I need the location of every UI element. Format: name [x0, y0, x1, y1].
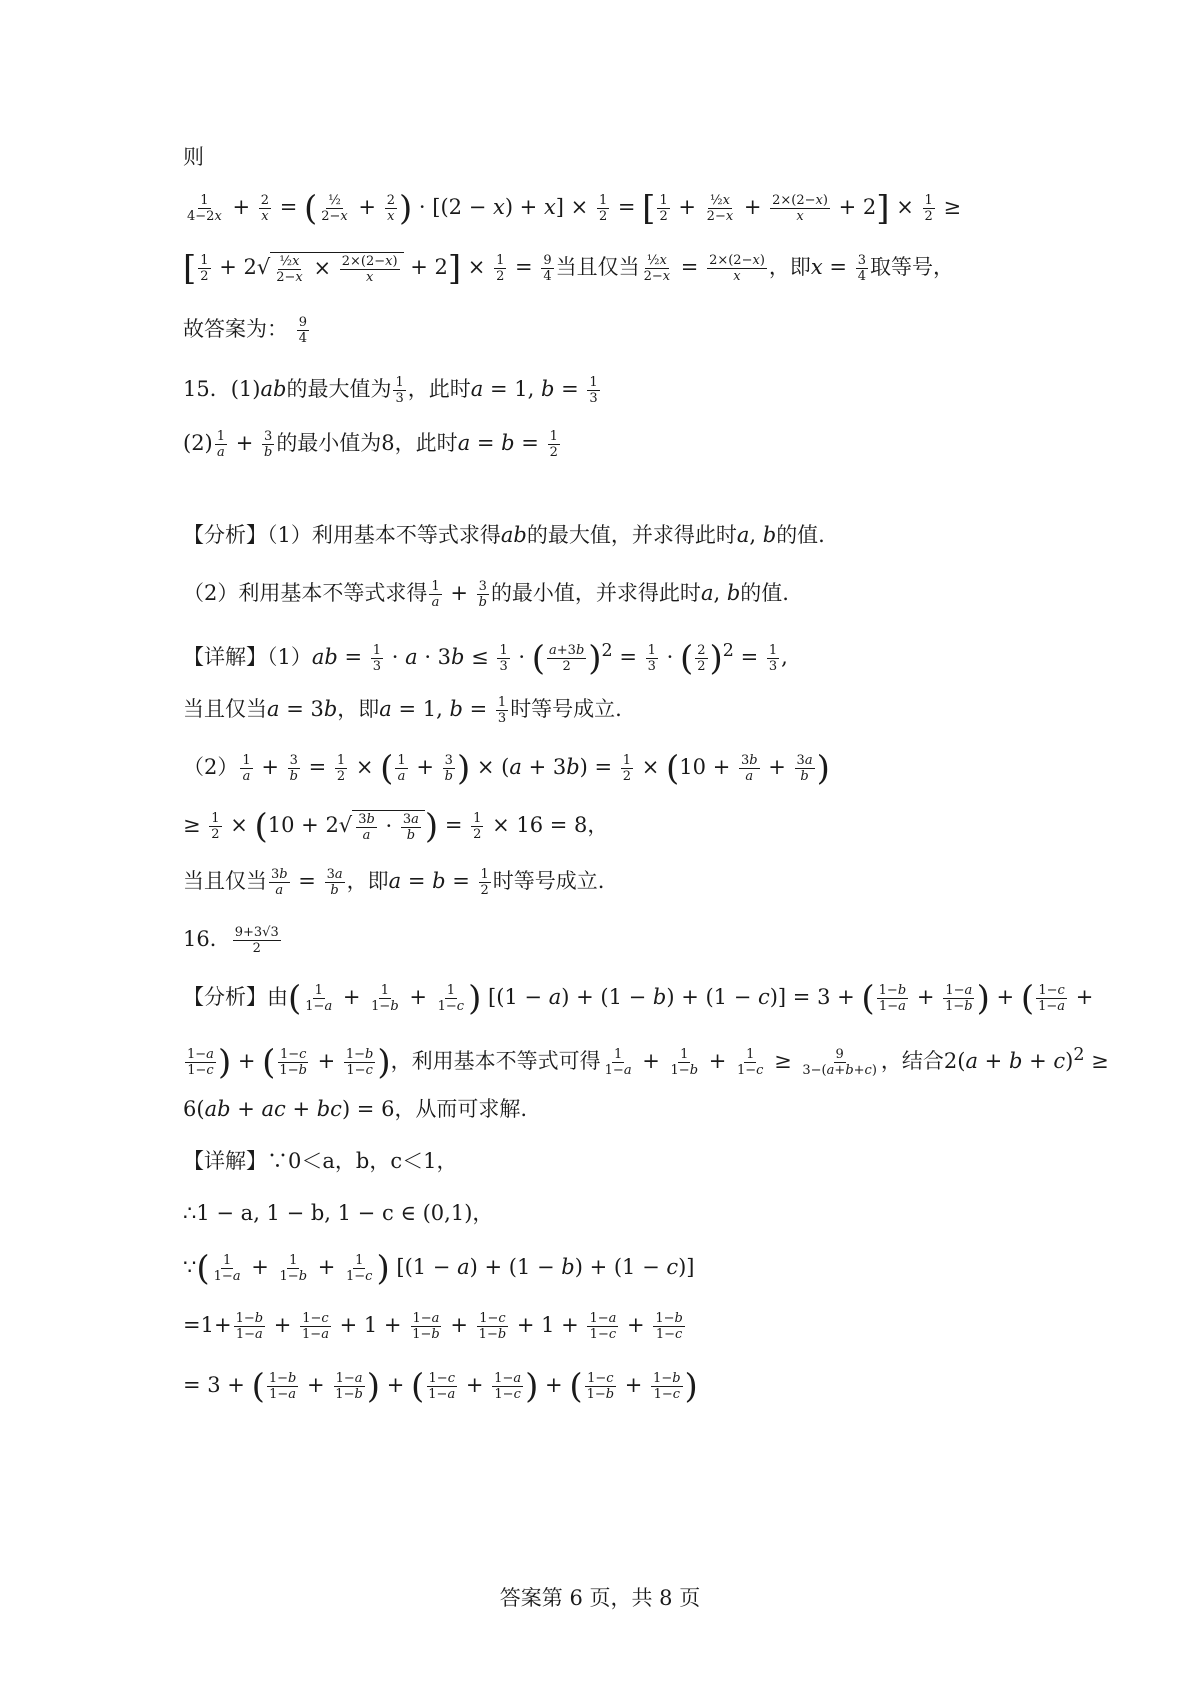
q15-analysis-2: （2）利用基本不等式求得 $\frac{1}{a}$ + $\frac{3}{b}$ 的最小值，并求得此时a, b的值.: [183, 579, 789, 610]
q15-equality-2: 当且仅当 $\frac{3b}{a}$ = $\frac{3a}{b}$ ，即a = b = $\frac{1}{2}$ 时等号成立.: [183, 867, 605, 898]
q16-detail-4: =1+ $\frac{1-b}{1-a}$ + $\frac{1-c}{1-a}$ + 1 + $\frac{1-a}{1-b}$ + $\frac{1-c}{1-b}$ + 1 + $\frac{1-a}{1-c}$ + $\frac{1-b}{1-c}$: [183, 1311, 683, 1342]
text-fragment: 的值.: [740, 581, 789, 605]
q15-analysis-1: 【分析】（1）利用基本不等式求得ab的最大值，并求得此时a, b的值.: [183, 523, 825, 547]
text-fragment: 时等号成立.: [510, 697, 622, 721]
text-fragment: （2）利用基本不等式求得: [183, 581, 428, 605]
text-fragment: 的最大值为: [286, 377, 392, 401]
text-fragment: 取等号，: [869, 255, 954, 279]
answer-label: 故答案为：: [183, 317, 288, 341]
text-fragment: ，即: [768, 255, 811, 279]
text-fragment: 【详解】（1）: [183, 645, 312, 669]
lead-word: 则: [183, 145, 204, 169]
text-fragment: （2）: [183, 755, 239, 779]
q16-answer: 16． $\frac{9+3√3}{2}$: [183, 925, 279, 956]
equation-line: $\frac{1}{4-2x}$ + $\frac{2}{x}$ = ( $\frac{\text{½}}{2-x}$ + $\frac{2}{x}$ ) · [(2 − x) + x] × $\frac{1}{2}$ = [ $\frac{1}{2}$ + $\frac{\text{½x}}{2-x}$ + $\frac{2\times(2-x)}{x}$ + 2] × $\frac{1}{2}$ ≥: [187, 188, 962, 229]
q15-equality-1: 当且仅当a = 3b，即a = 1, b = $\frac{1}{3}$ 时等号成立.: [183, 695, 622, 726]
text-fragment: 的最小值，并求得此时: [490, 581, 701, 605]
text-fragment: 的值.: [776, 523, 825, 547]
question-number: 16．: [183, 927, 231, 951]
text-fragment: 时等号成立.: [492, 869, 605, 893]
question-number: 15．: [183, 377, 231, 401]
text-fragment: 【分析】由: [183, 985, 288, 1009]
text-fragment: 【分析】（1）利用基本不等式求得: [183, 523, 501, 547]
text-fragment: 的最大值，并求得此时: [526, 523, 737, 547]
text-line: [183, 142, 1063, 172]
text-fragment: ，此时: [407, 377, 471, 401]
q16-analysis-3: 6(ab + ac + bc) = 6，从而可求解.: [183, 1097, 528, 1121]
text-fragment: 当且仅当: [183, 697, 267, 721]
text-fragment: (2): [183, 431, 213, 455]
q16-detail-2: [183, 1198, 1063, 1228]
text-fragment: 的最小值为8，此时: [276, 431, 458, 455]
text-fragment: ，利用基本不等式可得: [390, 1049, 601, 1073]
q15-answer-1: 15．(1)ab的最大值为 $\frac{1}{3}$ ，此时a = 1, b = $\frac{1}{3}$: [183, 375, 598, 406]
q15-detail-2b: ≥ $\frac{1}{2}$ × (10 + 2√ $\frac{3b}{a}$ · $\frac{3a}{b}$ ) = $\frac{1}{2}$ × 16 = 8，: [183, 806, 609, 847]
text-fragment: (1): [230, 377, 261, 401]
page-footer: 答案第 6 页，共 8 页: [499, 1586, 701, 1610]
q16-detail-3: ∵( $\frac{1}{1-a}$ + $\frac{1}{1-b}$ + $\frac{1}{1-c}$ ) [(1 − a) + (1 − b) + (1 − c)]: [183, 1248, 695, 1289]
text-fragment: 当且仅当: [555, 255, 640, 279]
q16-detail-1: [183, 1146, 1063, 1176]
text-fragment: ，即: [346, 869, 389, 893]
q16-analysis-1: 【分析】由( $\frac{1}{1-a}$ + $\frac{1}{1-b}$ + $\frac{1}{1-c}$ ) [(1 − a) + (1 − b) + (1 − c)] = 3 + ( $\frac{1-b}{1-a}$ + $\frac{1-a}{1-b}$ ) + ( $\frac{1-c}{1-a}$ +: [183, 978, 1094, 1019]
text-fragment: 【详解】: [183, 1149, 267, 1173]
text-fragment: ，从而可求解.: [394, 1097, 528, 1121]
text-fragment: 当且仅当: [183, 869, 267, 893]
text-fragment: ∵0＜a，b，c＜1，: [267, 1149, 458, 1173]
text-fragment: ，即: [337, 697, 380, 721]
q16-analysis-2: $\frac{1-a}{1-c}$ ) + ( $\frac{1-c}{1-b}$ + $\frac{1-b}{1-c}$ )，利用基本不等式可得 $\frac{1}{1-a}$ + $\frac{1}{1-b}$ + $\frac{1}{1-c}$ ≥ $\frac{9}{3-(a+b+c)}$ ，结合$2(a + b + c)^2$ ≥: [187, 1042, 1109, 1083]
answer-line: 故答案为： $\frac{9}{4}$: [183, 315, 307, 346]
text-fragment: ∴1 − a, 1 − b, 1 − c ∈ (0,1)，: [183, 1201, 494, 1225]
q16-detail-5: = 3 + ( $\frac{1-b}{1-a}$ + $\frac{1-a}{1-b}$ ) + ( $\frac{1-c}{1-a}$ + $\frac{1-a}{1-c}$ ) + ( $\frac{1-c}{1-b}$ + $\frac{1-b}{1-c}$ ): [183, 1366, 698, 1407]
q15-detail-2: （2） $\frac{1}{a}$ + $\frac{3}{b}$ = $\frac{1}{2}$ × ( $\frac{1}{a}$ + $\frac{3}{b}$ ) × (a + 3b) = $\frac{1}{2}$ × (10 + $\frac{3b}{a}$ + $\frac{3a}{b}$ ): [183, 748, 830, 789]
equation-line: [ $\frac{1}{2}$ + 2√ $\frac{\text{½x}}{2-x}$ × $\frac{2\times(2-x)}{x}$ + 2] × $\frac{1}{2}$ = $\frac{9}{4}$ 当且仅当 $\frac{\text{½x}}{2-x}$ = $\frac{2\times(2-x)}{x}$ ，即x = $\frac{3}{4}$ 取等号，: [183, 248, 954, 289]
text-fragment: ，结合: [880, 1049, 944, 1073]
q15-answer-2: (2) $\frac{1}{a}$ + $\frac{3}{b}$ 的最小值为8，此时a = b = $\frac{1}{2}$: [183, 429, 558, 460]
q15-detail-1: 【详解】（1）ab = $\frac{1}{3}$ · a · 3b ≤ $\frac{1}{3}$ · ( $\frac{a+3b}{2}$ )$^2$ = $\frac{1}{3}$ · ( $\frac{2}{2}$ )$^2$ = $\frac{1}{3}$ ,: [183, 638, 788, 679]
